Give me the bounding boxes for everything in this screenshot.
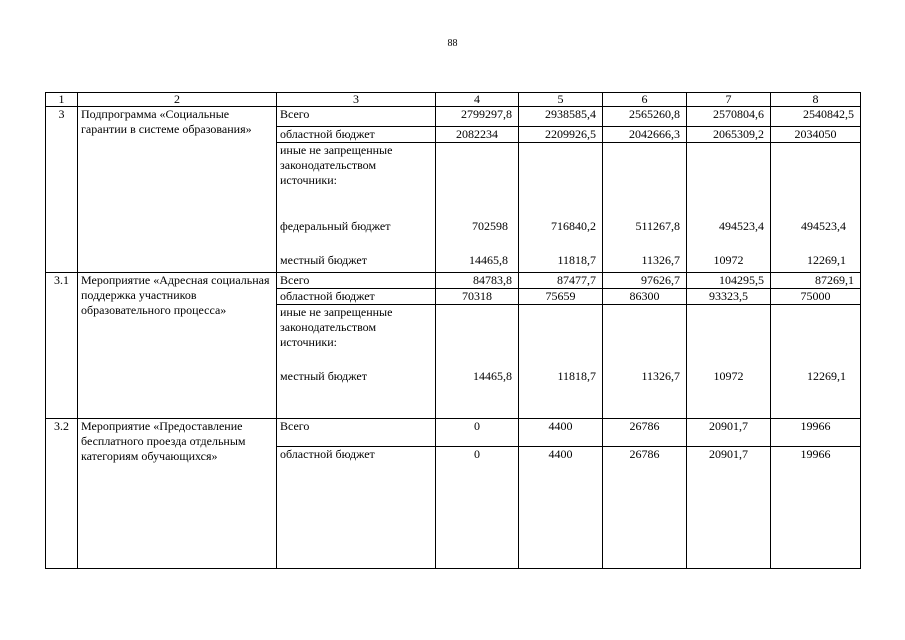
row-label: областной бюджет [277, 447, 436, 569]
cell: 2570804,6 [687, 107, 771, 127]
cell: 716840,2 [551, 219, 596, 233]
col-header: 4 [436, 93, 519, 107]
cell: 2540842,5 [771, 107, 861, 127]
row-title: Подпрограмма «Социальные гарантии в системе образования» [78, 107, 277, 273]
page-number: 88 [447, 38, 458, 49]
cell: 11818,7 [557, 253, 596, 267]
cell: 4400 [519, 447, 603, 569]
row-index: 3.1 [46, 273, 78, 419]
row-label: областной бюджет [277, 127, 436, 143]
cell: 87477,7 [519, 273, 603, 289]
row-label: иные не запрещенные законодательством источники: [280, 143, 393, 187]
cell: 702598 [472, 219, 508, 233]
cell: 93323,5 [687, 289, 771, 305]
cell: 20901,7 [687, 419, 771, 447]
col-header: 5 [519, 93, 603, 107]
cell: 12269,1 [807, 253, 846, 267]
row-label-stack [277, 305, 436, 419]
cell: 104295,5 [687, 273, 771, 289]
cell: 2065309,2 [687, 127, 771, 143]
col-header: 8 [771, 93, 861, 107]
cell: 0 [436, 419, 519, 447]
cell: 2565260,8 [603, 107, 687, 127]
row-label: местный бюджет [280, 369, 367, 383]
cell: 84783,8 [436, 273, 519, 289]
cell: 2082234 [436, 127, 519, 143]
cell: 86300 [603, 289, 687, 305]
row-label: областной бюджет [277, 289, 436, 305]
cell: 11326,7 [641, 253, 680, 267]
cell: 494523,4 [719, 219, 764, 233]
cell: 10972 [713, 253, 744, 267]
cell: 12269,1 [807, 369, 846, 383]
cell: 2209926,5 [519, 127, 603, 143]
table-row [46, 107, 861, 127]
budget-table [45, 92, 861, 569]
cell: 494523,4 [801, 219, 846, 233]
row-title: Мероприятие «Предоставление бесплатного проезда отдельным категориям обучающихся» [78, 419, 277, 569]
row-label: иные не запрещенные законодательством источники: [280, 305, 393, 349]
cell: 0 [436, 447, 519, 569]
row-label: местный бюджет [280, 253, 367, 267]
row-index: 3 [46, 107, 78, 273]
header-row [46, 93, 861, 107]
cell: 511267,8 [635, 219, 680, 233]
row-label-stack [277, 143, 436, 273]
cell: 26786 [603, 419, 687, 447]
cell: 19966 [771, 419, 861, 447]
cell: 4400 [519, 419, 603, 447]
col-header: 2 [78, 93, 277, 107]
row-label: федеральный бюджет [280, 219, 391, 233]
col-header: 1 [46, 93, 78, 107]
col-header: 6 [603, 93, 687, 107]
cell: 70318 [436, 289, 519, 305]
cell: 14465,8 [469, 253, 508, 267]
cell: 14465,8 [473, 369, 512, 383]
row-label: Всего [277, 107, 436, 127]
cell: 26786 [603, 447, 687, 569]
cell: 10972 [713, 369, 744, 383]
cell: 75659 [519, 289, 603, 305]
cell: 11326,7 [641, 369, 680, 383]
table-row [46, 273, 861, 289]
row-title: Мероприятие «Адресная социальная поддержка участников образовательного процесса» [78, 273, 277, 419]
cell: 2042666,3 [603, 127, 687, 143]
row-index: 3.2 [46, 419, 78, 569]
row-label: Всего [277, 273, 436, 289]
cell: 2034050 [771, 127, 861, 143]
cell: 75000 [771, 289, 861, 305]
cell: 19966 [771, 447, 861, 569]
cell: 2799297,8 [436, 107, 519, 127]
cell: 11818,7 [557, 369, 596, 383]
table-row [46, 419, 861, 447]
col-header: 3 [277, 93, 436, 107]
cell: 20901,7 [687, 447, 771, 569]
cell: 87269,1 [771, 273, 861, 289]
col-header: 7 [687, 93, 771, 107]
cell: 2938585,4 [519, 107, 603, 127]
row-label: Всего [277, 419, 436, 447]
cell: 97626,7 [603, 273, 687, 289]
